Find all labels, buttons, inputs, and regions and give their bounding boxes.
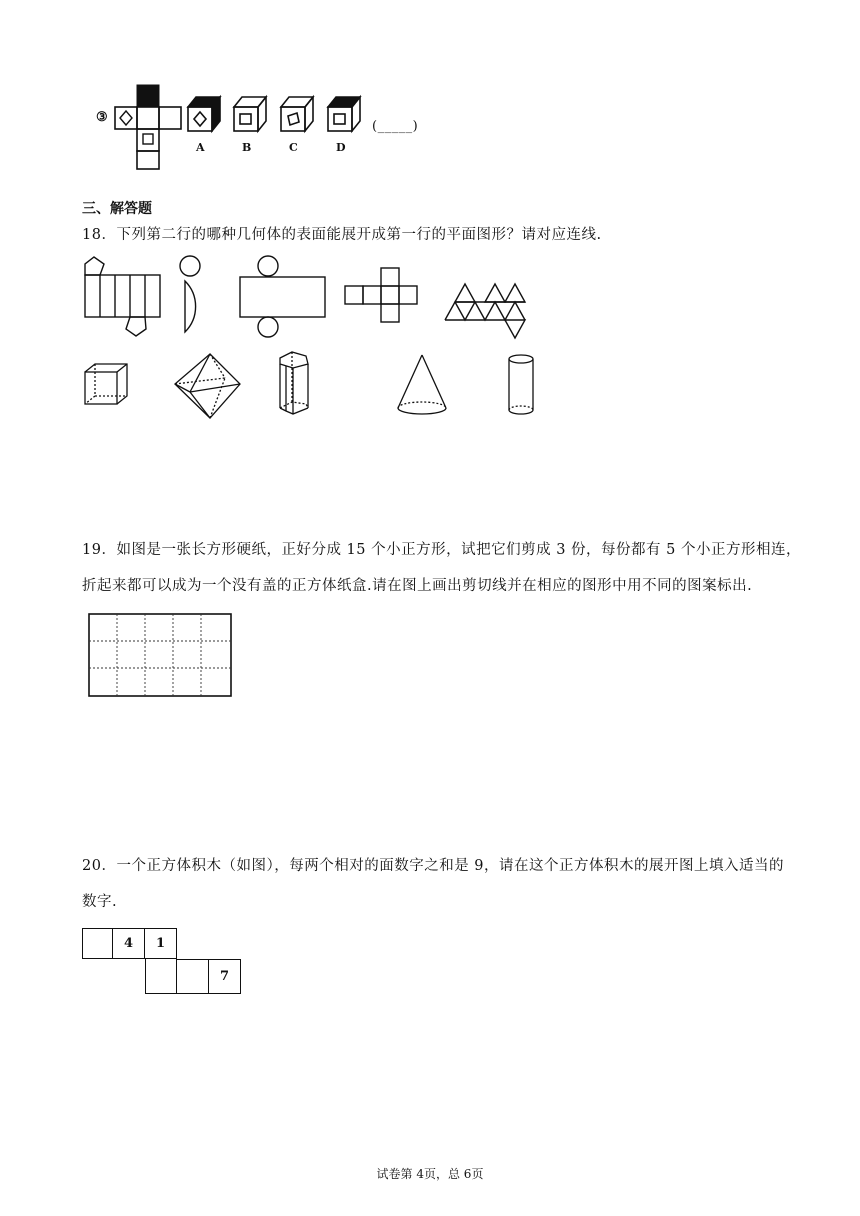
q17-answer-blank[interactable]: (_____) — [372, 119, 419, 134]
q20-question-line-2: 数字. — [82, 894, 118, 910]
page-footer: 试卷第 4页，总 6页 — [376, 1167, 484, 1181]
q17-option-b-label: B — [242, 141, 252, 154]
q17-circled-number: ③ — [96, 110, 108, 125]
q18-solids — [80, 350, 550, 425]
net-cell-1: 1 — [145, 928, 177, 959]
net-cell-4: 4 — [113, 928, 145, 959]
q20-cube-net — [82, 928, 242, 994]
net-cell-blank[interactable] — [145, 959, 177, 994]
q18-flat-nets — [80, 252, 540, 342]
q17-figure — [95, 85, 375, 170]
q20-question-line-1: 20．一个正方体积木（如图），每两个相对的面数字之和是 9，请在这个正方体积木的展开图上填入适当的 — [82, 858, 785, 874]
q18-question-text: 18．下列第二行的哪种几何体的表面能展开成第一行的平面图形？请对应连线. — [82, 227, 602, 243]
net-cell-7: 7 — [209, 959, 241, 994]
net-cell-blank[interactable] — [82, 928, 113, 959]
q19-rectangle-grid[interactable] — [88, 613, 232, 697]
q17-option-d-label: D — [336, 141, 346, 154]
net-cell-blank[interactable] — [177, 959, 209, 994]
q19-question-line-2: 折起来都可以成为一个没有盖的正方体纸盒.请在图上画出剪切线并在相应的图形中用不同的图案标出. — [82, 578, 753, 594]
q17-option-c-label: C — [289, 141, 298, 154]
section-title: 三、解答题 — [82, 201, 152, 217]
q19-question-line-1: 19．如图是一张长方形硬纸，正好分成 15 个小正方形，试把它们剪成 3 份，每份都有 5 个小正方形相连， — [82, 542, 802, 558]
q17-option-a-label: A — [196, 141, 205, 154]
